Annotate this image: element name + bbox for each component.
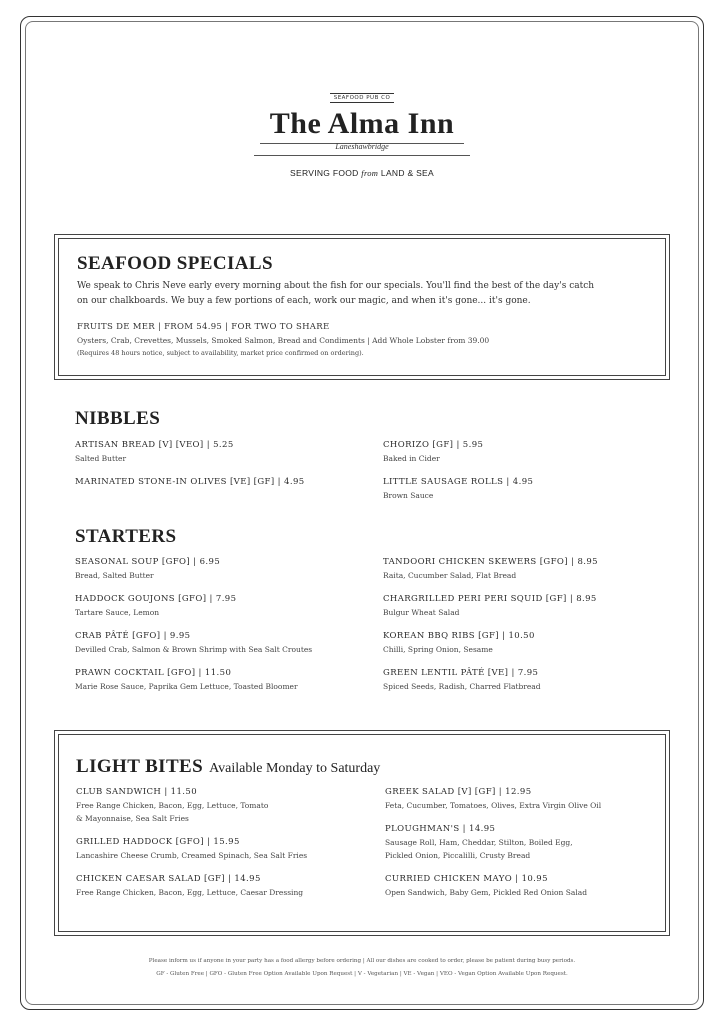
item-name: GRILLED HADDOCK [GFO] | 15.95 xyxy=(76,837,240,847)
item-desc: Feta, Cucumber, Tomatoes, Olives, Extra Virgin Olive Oil xyxy=(385,801,602,810)
list-item xyxy=(383,630,535,656)
nibbles-title: NIBBLES xyxy=(75,408,161,429)
list-item xyxy=(383,667,541,693)
specials-intro-line-2: on our chalkboards. We buy a few portions of each, work our magic, and when it's gone... it's gone. xyxy=(77,296,531,306)
item-name: LITTLE SAUSAGE ROLLS | 4.95 xyxy=(383,477,534,487)
light-bites-title xyxy=(76,756,380,778)
list-item xyxy=(385,823,573,862)
list-item xyxy=(383,476,533,502)
item-name: PRAWN COCKTAIL [GFO] | 11.50 xyxy=(75,668,232,678)
item-name: CHORIZO [GF] | 5.95 xyxy=(383,440,484,450)
logo xyxy=(254,84,470,178)
seafood-specials-title: SEAFOOD SPECIALS xyxy=(77,253,273,274)
logo-name: The Alma Inn xyxy=(269,107,455,140)
list-item xyxy=(75,556,220,582)
list-item xyxy=(75,439,234,465)
item-name: CLUB SANDWICH | 11.50 xyxy=(76,787,198,797)
item-desc: Bulgur Wheat Salad xyxy=(383,608,460,617)
list-item xyxy=(76,786,268,825)
item-desc: Bread, Salted Butter xyxy=(75,571,154,580)
item-name: CURRIED CHICKEN MAYO | 10.95 xyxy=(385,874,548,884)
item-desc: Spiced Seeds, Radish, Charred Flatbread xyxy=(383,682,541,691)
fruits-de-mer-desc: Oysters, Crab, Crevettes, Mussels, Smoked Salmon, Bread and Condiments | Add Whole Lobster from 39.00 xyxy=(77,336,490,345)
item-name: TANDOORI CHICKEN SKEWERS [GFO] | 8.95 xyxy=(383,557,598,567)
item-desc: Free Range Chicken, Bacon, Egg, Lettuce, Tomato xyxy=(76,801,269,810)
tagline-part-b: LAND & SEA xyxy=(380,168,434,178)
footer-dietary-key: GF - Gluten Free | GFO - Gluten Free Option Available Upon Request | V - Vegetarian | VE - Vegan | VEO - Vegan Option Available Upon Request. xyxy=(156,971,568,977)
item-name: PLOUGHMAN'S | 14.95 xyxy=(385,824,496,834)
item-desc: Free Range Chicken, Bacon, Egg, Lettuce, Caesar Dressing xyxy=(76,888,304,897)
item-name: HADDOCK GOUJONS [GFO] | 7.95 xyxy=(75,594,237,604)
tagline xyxy=(254,168,470,178)
logo-place: Laneshawbridge xyxy=(335,142,389,151)
list-item xyxy=(75,667,298,693)
item-name: ARTISAN BREAD [V] [VEO] | 5.25 xyxy=(75,440,234,450)
fruits-de-mer-title: FRUITS DE MER | FROM 54.95 | FOR TWO TO SHARE xyxy=(77,322,330,332)
footer-allergy-note: Please inform us if anyone in your party has a food allergy before ordering | All our dishes are cooked to order, please be patient during busy periods. xyxy=(148,958,576,964)
item-name: CHARGRILLED PERI PERI SQUID [GF] | 8.95 xyxy=(383,594,597,604)
item-desc: Raita, Cucumber Salad, Flat Bread xyxy=(383,571,517,580)
item-name: CHICKEN CAESAR SALAD [GF] | 14.95 xyxy=(76,874,261,884)
item-desc: Sausage Roll, Ham, Cheddar, Stilton, Boiled Egg, xyxy=(385,838,573,847)
tagline-from: from xyxy=(361,168,379,178)
fruits-de-mer-note: (Requires 48 hours notice, subject to availability, market price confirmed on ordering). xyxy=(77,349,364,357)
item-name: SEASONAL SOUP [GFO] | 6.95 xyxy=(75,557,221,567)
item-desc-line-2: Pickled Onion, Piccalilli, Crusty Bread xyxy=(385,851,531,860)
list-item xyxy=(75,593,236,619)
item-name: MARINATED STONE-IN OLIVES [VE] [GF] | 4.95 xyxy=(75,477,305,487)
list-item xyxy=(76,873,303,899)
item-name: KOREAN BBQ RIBS [GF] | 10.50 xyxy=(383,631,535,641)
list-item xyxy=(75,476,305,489)
item-name: GREEK SALAD [V] [GF] | 12.95 xyxy=(385,787,532,797)
light-bites-heading: LIGHT BITES xyxy=(76,756,204,777)
item-desc: Brown Sauce xyxy=(383,491,434,500)
tagline-part-a: SERVING FOOD xyxy=(290,168,359,178)
item-desc-line-2: & Mayonnaise, Sea Salt Fries xyxy=(76,814,189,823)
list-item xyxy=(383,439,483,465)
item-desc: Tartare Sauce, Lemon xyxy=(75,608,160,617)
list-item xyxy=(385,786,601,812)
light-bites-subtitle: Available Monday to Saturday xyxy=(209,761,381,776)
logo-rule-lower xyxy=(254,155,470,156)
specials-intro-line-1: We speak to Chris Neve early every morning about the fish for our specials. You'll find the best of the day's catch xyxy=(77,281,595,291)
item-name: CRAB PÂTÉ [GFO] | 9.95 xyxy=(75,631,191,641)
list-item xyxy=(76,836,307,862)
item-name: GREEN LENTIL PÂTÉ [VE] | 7.95 xyxy=(383,668,539,678)
item-desc: Baked in Cider xyxy=(383,454,440,463)
item-desc: Open Sandwich, Baby Gem, Pickled Red Onion Salad xyxy=(385,888,588,897)
list-item xyxy=(383,593,597,619)
item-desc: Marie Rose Sauce, Paprika Gem Lettuce, Toasted Bloomer xyxy=(75,682,298,691)
starters-title: STARTERS xyxy=(75,526,177,547)
logo-company: SEAFOOD PUB CO xyxy=(330,93,395,103)
item-desc: Chilli, Spring Onion, Sesame xyxy=(383,645,493,654)
list-item xyxy=(383,556,598,582)
item-desc: Salted Butter xyxy=(75,454,127,463)
item-desc: Lancashire Cheese Crumb, Creamed Spinach, Sea Salt Fries xyxy=(76,851,308,860)
list-item xyxy=(385,873,587,899)
item-desc: Devilled Crab, Salmon & Brown Shrimp with Sea Salt Croutes xyxy=(75,645,313,654)
list-item xyxy=(75,630,312,656)
